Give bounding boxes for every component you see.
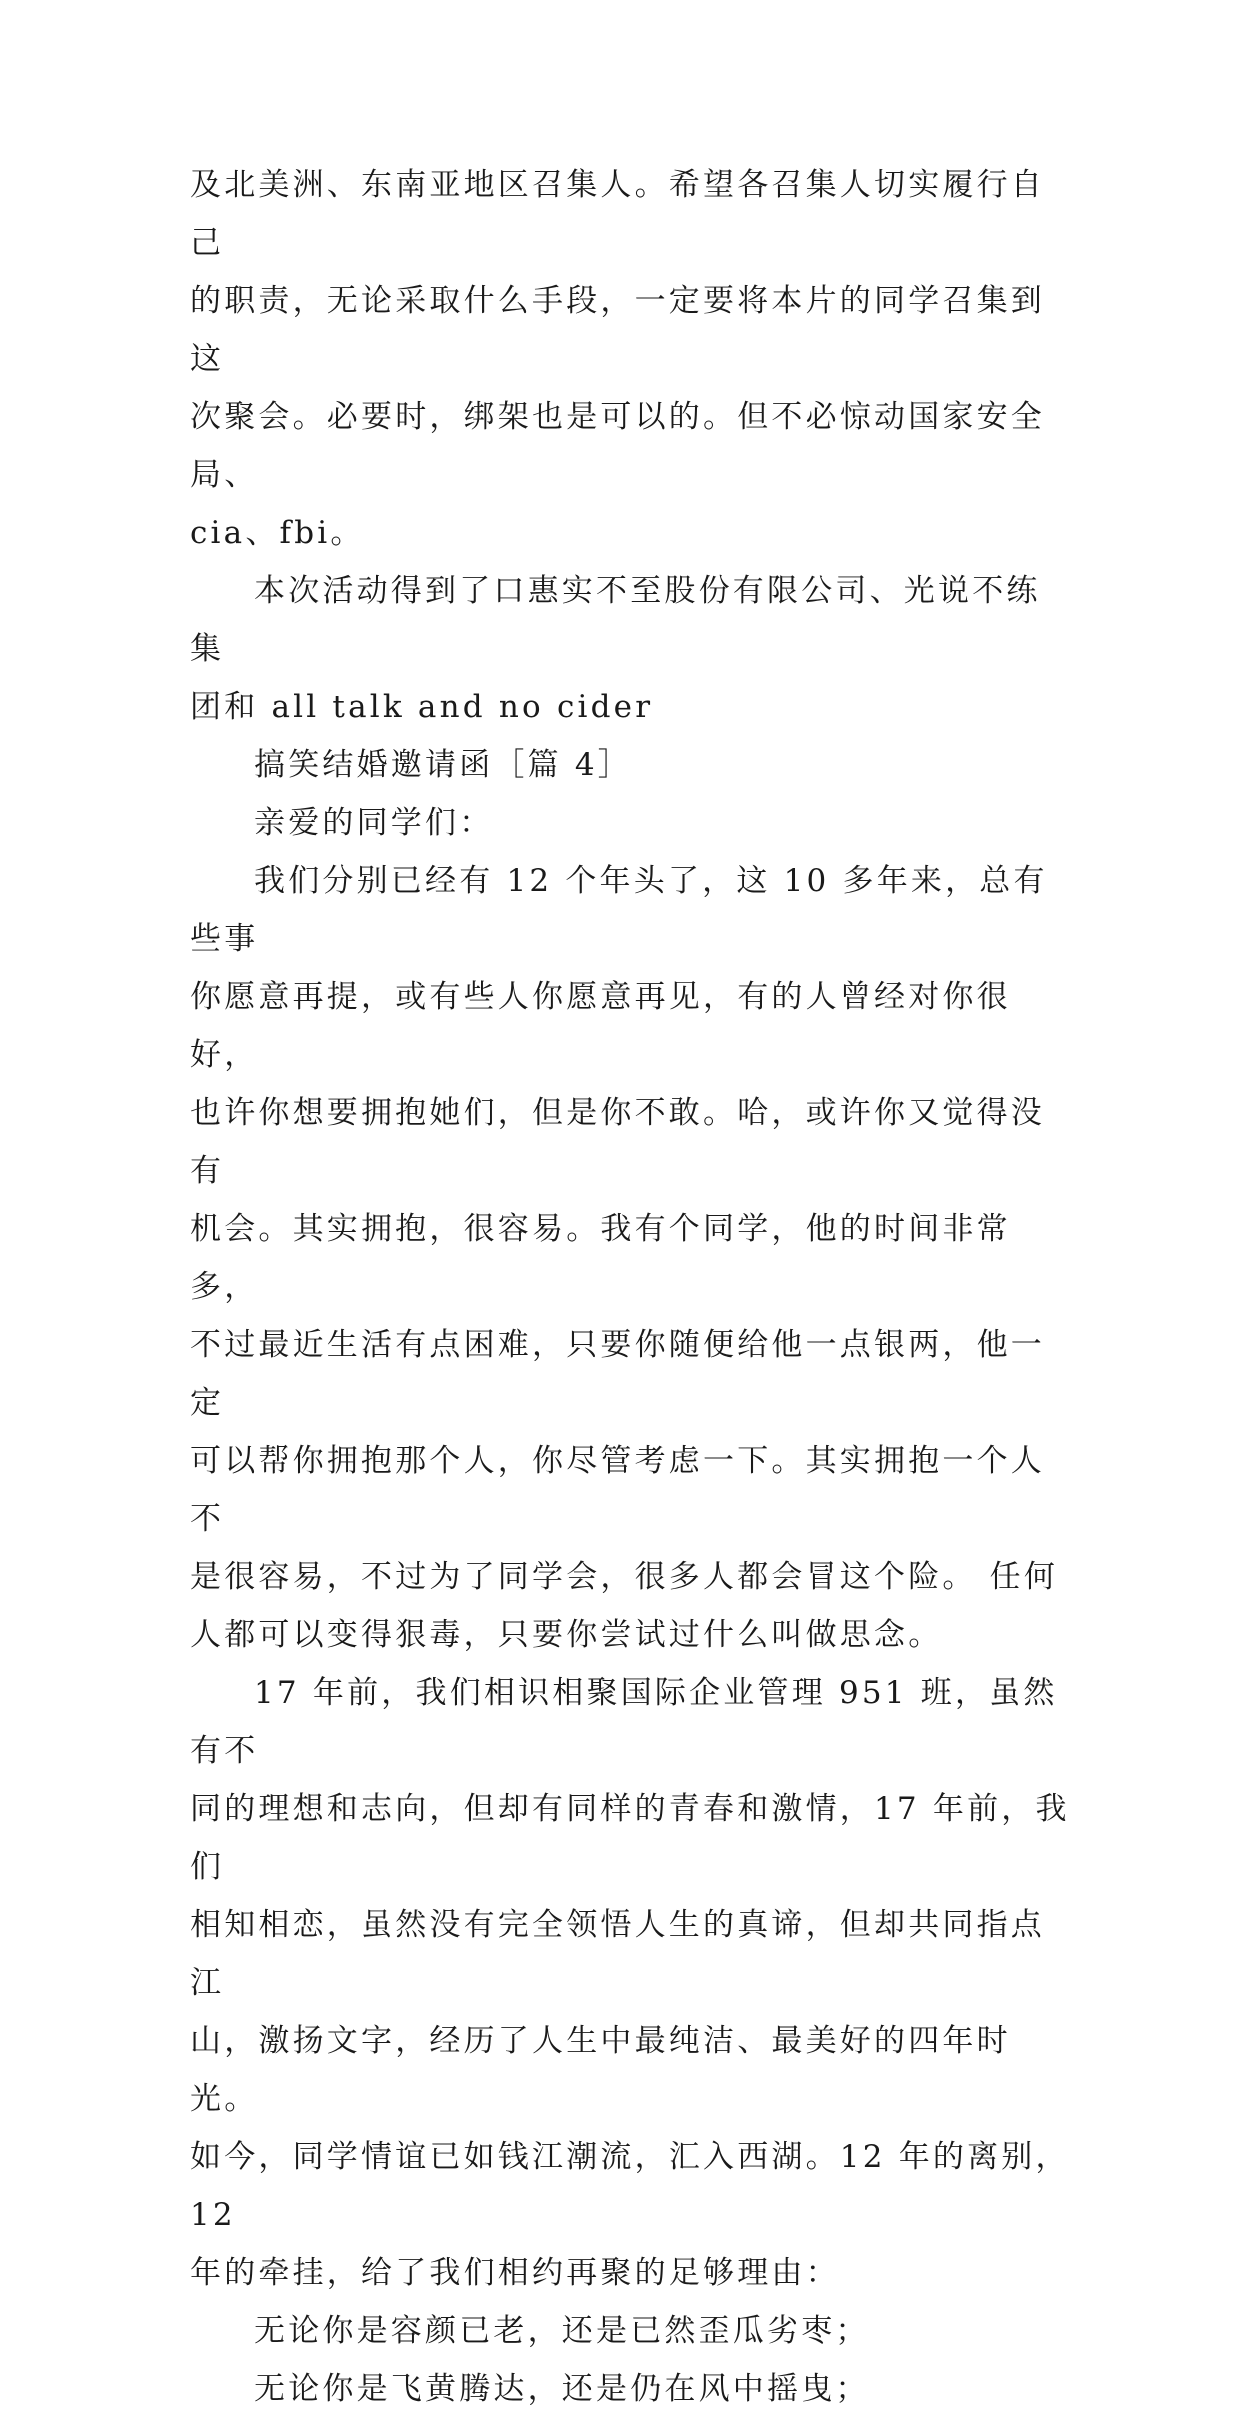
text-line: 及北美洲、东南亚地区召集人。希望各召集人切实履行自己: [190, 167, 1045, 261]
text-line: 不过最近生活有点困难，只要你随便给他一点银两，他一定: [190, 1327, 1045, 1421]
text-line: 年的牵挂，给了我们相约再聚的足够理由：: [190, 2255, 840, 2291]
text-line: 无论你是容颜已老，还是已然歪瓜劣枣；: [254, 2313, 870, 2349]
text-line: 本次活动得到了口惠实不至股份有限公司、光说不练集: [190, 573, 1041, 667]
text-line: 团和 all talk and no cider: [190, 689, 654, 725]
verse-line-1: [190, 2302, 1070, 2360]
heading-text: 搞笑结婚邀请函［篇 4］: [254, 747, 632, 783]
text-line: 机会。其实拥抱，很容易。我有个同学，他的时间非常多，: [190, 1211, 1011, 1305]
text-line: 次聚会。必要时，绑架也是可以的。但不必惊动国家安全局、: [190, 399, 1045, 493]
paragraph-twelve-years: [190, 852, 1070, 1664]
text-line: 也许你想要拥抱她们，但是你不敢。哈，或许你又觉得没有: [190, 1095, 1045, 1189]
paragraph-sponsors: [190, 562, 1070, 736]
text-line: 17 年前，我们相识相聚国际企业管理 951 班，虽然有不: [190, 1675, 1058, 1769]
salutation-text: 亲爱的同学们：: [254, 805, 494, 841]
text-line: 我们分别已经有 12 个年头了，这 10 多年来，总有些事: [190, 863, 1048, 957]
text-line: 山，激扬文字，经历了人生中最纯洁、最美好的四年时光。: [190, 2023, 1011, 2117]
text-line: 相知相恋，虽然没有完全领悟人生的真谛，但却共同指点江: [190, 1907, 1045, 2001]
text-line: 可以帮你拥抱那个人，你尽管考虑一下。其实拥抱一个人不: [190, 1443, 1045, 1537]
text-line: 同的理想和志向，但却有同样的青春和激情，17 年前，我们: [190, 1791, 1070, 1885]
paragraph-seventeen-years: [190, 1664, 1070, 2302]
text-line: 无论你是飞黄腾达，还是仍在风中摇曳；: [254, 2371, 870, 2407]
paragraph-convener-duties: [190, 156, 1070, 562]
text-line: 如今，同学情谊已如钱江潮流，汇入西湖。12 年的离别，12: [190, 2139, 1070, 2233]
text-line: 人都可以变得狠毒，只要你尝试过什么叫做思念。: [190, 1617, 943, 1653]
verse-line-2: [190, 2360, 1070, 2418]
document-body: [190, 156, 1070, 2418]
section-heading: [190, 736, 1070, 794]
text-line: cia、fbi。: [190, 515, 365, 551]
text-line: 的职责，无论采取什么手段，一定要将本片的同学召集到这: [190, 283, 1045, 377]
text-line: 你愿意再提，或有些人你愿意再见，有的人曾经对你很好，: [190, 979, 1011, 1073]
text-line: 是很容易，不过为了同学会，很多人都会冒这个险。 任何: [190, 1559, 1059, 1595]
salutation: [190, 794, 1070, 852]
